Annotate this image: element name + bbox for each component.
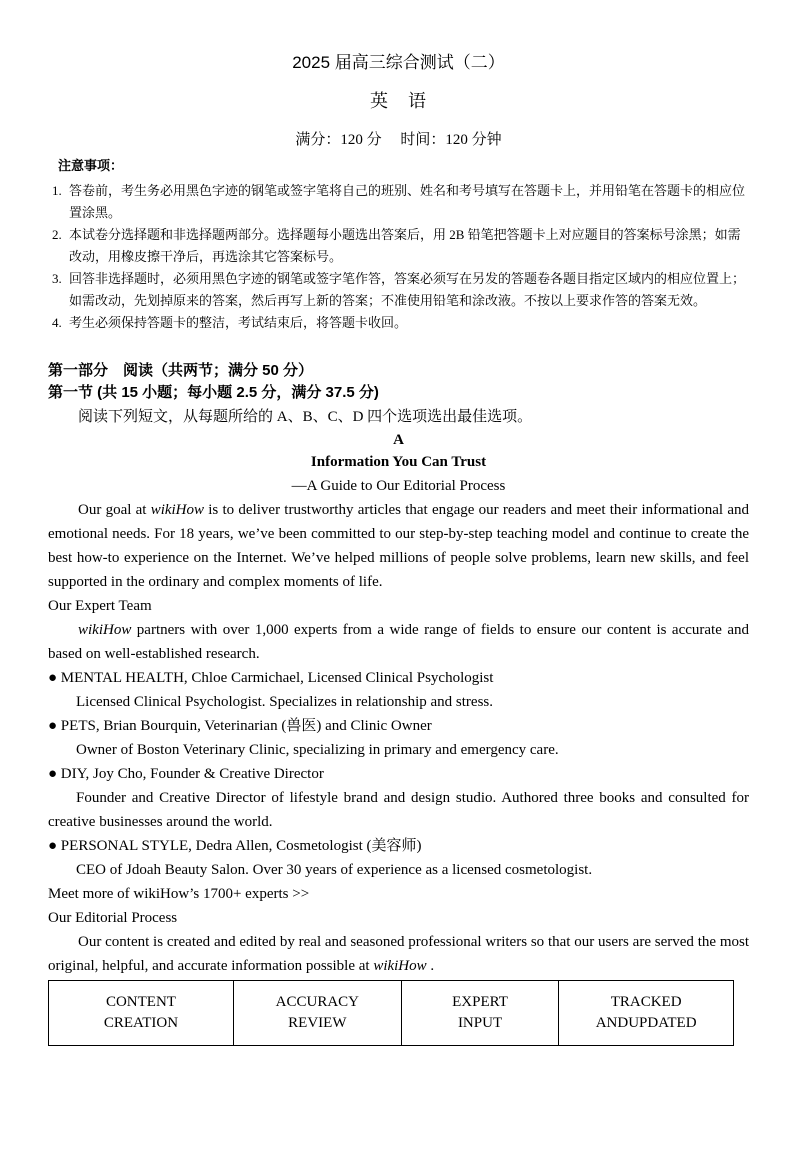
- expert-team-heading: Our Expert Team: [48, 598, 152, 614]
- brand-name: wikiHow: [150, 502, 205, 518]
- process-step-line: REVIEW: [288, 1015, 347, 1031]
- expert-entry-description: Owner of Boston Veterinary Clinic, specializing in primary and emergency care.: [76, 742, 559, 758]
- expert-entry-heading: ● PETS, Brian Bourquin, Veterinarian (兽医) and Clinic Owner: [48, 718, 432, 734]
- process-step-line: EXPERT: [452, 994, 508, 1010]
- process-step-cell: [233, 981, 401, 1046]
- editorial-process-heading: Our Editorial Process: [48, 910, 178, 926]
- notice-title: 注意事项：: [58, 158, 124, 173]
- expert-entry-description: Founder and Creative Director of lifestyle brand and design studio. Authored three books and consulted for creative businesses around the world.: [48, 790, 749, 830]
- intro-text-end: is to deliver trustworthy articles that engage our readers and meet their informational and emotional needs. For 18 years, we’ve been committed to our step-by-step teaching model and continue to create the best how-to experience on the Internet. We’ve helped millions of people solve problems, learn new skills, and feel supported in the ordinary and complex moments of life.: [48, 502, 749, 590]
- notice-item-text: 本试卷分选择题和非选择题两部分。选择题每小题选出答案后，用 2B 铅笔把答题卡上对应题目的答案标号涂黑；如需改动，用橡皮擦干净后，再选涂其它答案标号。: [69, 227, 741, 264]
- exam-title: 2025 届高三综合测试（二）: [292, 53, 505, 72]
- expert-entry-description: Licensed Clinical Psychologist. Specializes in relationship and stress.: [76, 694, 494, 710]
- intro-text-start: Our goal at: [78, 502, 151, 518]
- process-step-line: INPUT: [457, 1015, 503, 1031]
- intro-paragraph: [48, 498, 749, 594]
- notice-item: [48, 312, 749, 334]
- process-step-row: [49, 981, 734, 1046]
- process-step-cell: [559, 981, 734, 1046]
- process-step-line: ANDUPDATED: [595, 1015, 697, 1031]
- notice-item: [48, 224, 749, 268]
- notice-item-text: 考生必须保持答题卡的整洁，考试结束后，将答题卡收回。: [69, 315, 408, 330]
- brand-name: wikiHow: [373, 958, 427, 974]
- expert-entry-heading: ● MENTAL HEALTH, Chloe Carmichael, Licensed Clinical Psychologist: [48, 670, 494, 686]
- process-step-line: TRACKED: [610, 994, 682, 1010]
- process-text-start: Our content is created and edited by real and seasoned professional writers so that our users are served the most original, helpful, and accurate information possible at: [48, 934, 749, 974]
- passage-subtitle: —A Guide to Our Editorial Process: [291, 478, 506, 494]
- notice-item-number: 3.: [52, 271, 62, 286]
- more-experts-link-text: Meet more of wikiHow’s 1700+ experts >>: [48, 886, 310, 902]
- notice-item-number: 1.: [52, 183, 62, 198]
- expert-entry-description: CEO of Jdoah Beauty Salon. Over 30 years of experience as a licensed cosmetologist.: [76, 862, 593, 878]
- passage-title: Information You Can Trust: [310, 454, 487, 470]
- notice-item-number: 2.: [52, 227, 62, 242]
- notice-list: [48, 180, 749, 334]
- process-step-cell: [401, 981, 559, 1046]
- process-text-end: .: [426, 958, 435, 974]
- subject-title: 英 语: [370, 91, 427, 111]
- editorial-process-table: [48, 980, 734, 1046]
- brand-name: wikiHow: [78, 622, 132, 638]
- expert-entry-heading: ● DIY, Joy Cho, Founder & Creative Director: [48, 766, 324, 782]
- process-step-line: ACCURACY: [275, 994, 360, 1010]
- notice-item-text: 答卷前，考生务必用黑色字迹的钢笔或签字笔将自己的班别、姓名和考号填写在答题卡上，并用铅笔在答题卡的相应位置涂黑。: [69, 183, 746, 220]
- editorial-process-paragraph: [48, 930, 749, 978]
- notice-item-number: 4.: [52, 315, 62, 330]
- expert-team-paragraph: [48, 618, 749, 666]
- reading-instruction: 阅读下列短文，从每题所给的 A、B、C、D 四个选项选出最佳选项。: [78, 409, 533, 425]
- expert-entry-heading: ● PERSONAL STYLE, Dedra Allen, Cosmetologist (美容师): [48, 838, 422, 854]
- passage-letter: A: [393, 432, 404, 448]
- section-heading: 第一节 (共 15 小题；每小题 2.5 分，满分 37.5 分): [48, 384, 379, 401]
- notice-item: [48, 268, 749, 312]
- notice-item-text: 回答非选择题时，必须用黑色字迹的钢笔或签字笔作答，答案必须写在另发的答题卷各题目指定区域内的相应位置上；如需改动，先划掉原来的答案，然后再写上新的答案；不准使用铅笔和涂改液。不按以上要求作答的答案无效。: [69, 271, 746, 308]
- notice-item: [48, 180, 749, 224]
- score-time-line: 满分：120 分 时间：120 分钟: [295, 132, 502, 148]
- process-step-line: CREATION: [103, 1015, 179, 1031]
- process-step-cell: [49, 981, 234, 1046]
- exam-page: [0, 52, 793, 1174]
- part-heading: 第一部分 阅读（共两节；满分 50 分）: [48, 362, 314, 379]
- expert-team-text: partners with over 1,000 experts from a wide range of fields to ensure our content is accurate and based on well-established research.: [48, 622, 749, 662]
- process-step-line: CONTENT: [105, 994, 176, 1010]
